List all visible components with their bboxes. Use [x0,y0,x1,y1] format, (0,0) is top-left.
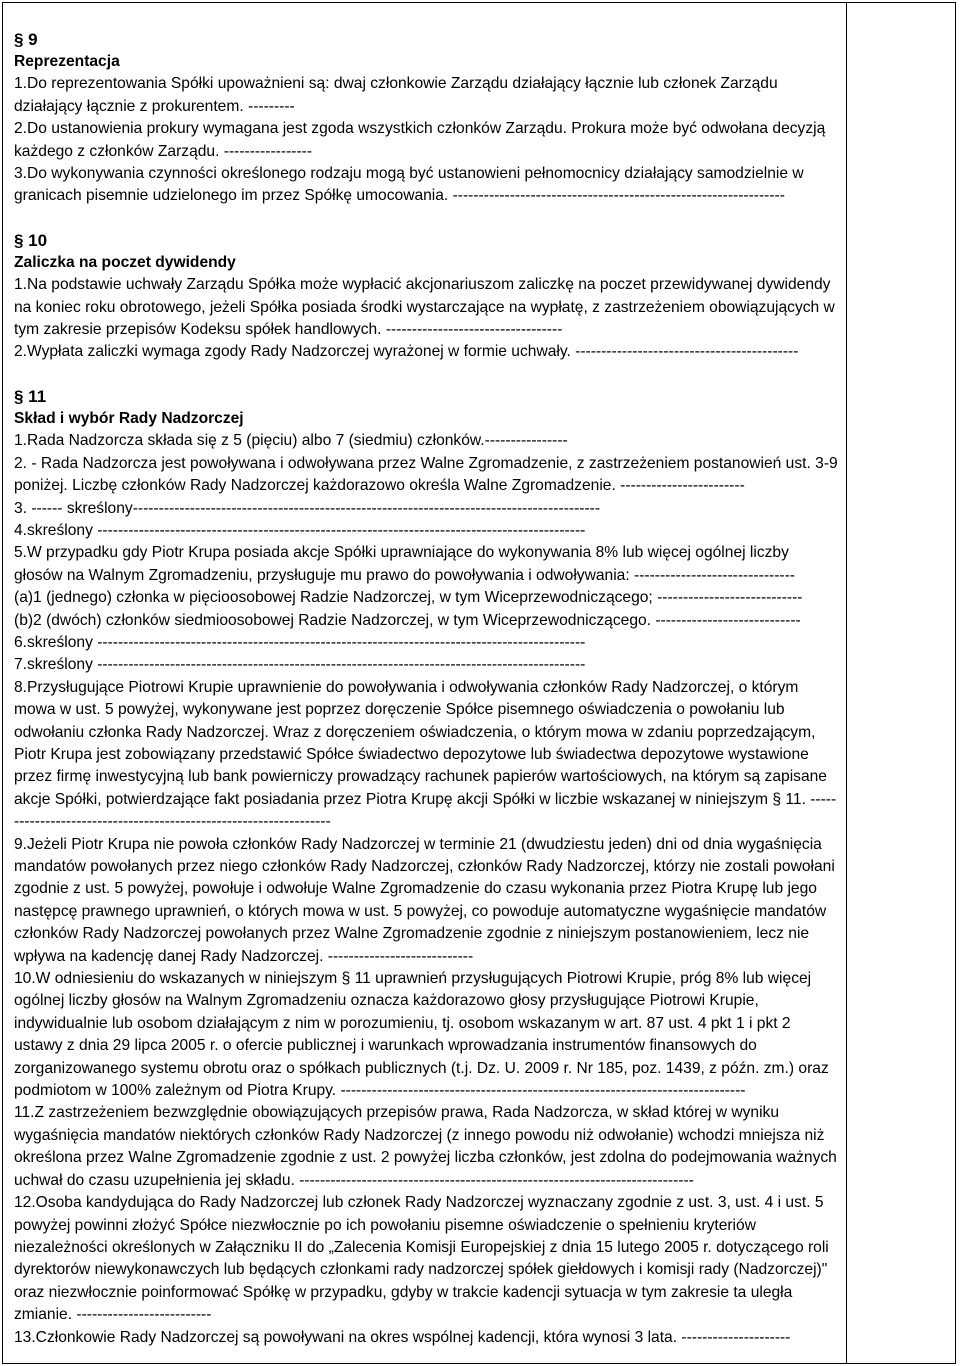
section-sign: § 11 [14,386,47,406]
section-sign: § 10 [14,230,48,250]
paragraph: 1.Rada Nadzorcza składa się z 5 (pięciu) albo 7 (siedmiu) członków.---------------- [14,432,568,450]
paragraph: 1.Do reprezentowania Spółki upoważnieni są: dwaj członkowie Zarządu działający łącznie lub członek Zarządu działający łącznie z prokurentem. --------- [14,75,778,115]
margin-column-divider [846,2,847,1364]
paragraph: 12.Osoba kandydująca do Rady Nadzorczej lub członek Rady Nadzorczej wyznaczany zgodnie z ust. 3, ust. 4 i ust. 5 powyżej powinni złożyć Spółce niezwłocznie po ich powołaniu pisemne oświadczenie o spełnieniu kryteriów niezależności określonych w Załączniku II do „Zalecenia Komisji Europejskiej z dnia 15 lutego 2005 r. dotyczącego roli dyrektorów niewykonawczych lub będących członkami rady nadzorczej spółek giełdowych i komisji rady (Nadzorczej)" oraz niezwłocznie poinformować Spółkę w przypadku, gdyby w trakcie kadencji sytuacja w tym zakresie ta uległa zmianie. -------------------------- [14,1194,829,1324]
paragraph: 8.Przysługujące Piotrowi Krupie uprawnienie do powoływania i odwoływania członków Rady Nadzorczej, o którym mowa w ust. 5 powyżej, wykonywane jest poprzez doręczenie Spółce pisemnego oświadczenia o powołaniu lub odwołaniu członka Rady Nadzorczej. Wraz z doręczeniem oświadczenia, o którym mowa w zdaniu poprzedzającym, Piotr Krupa jest zobowiązany przedstawić Spółce świadectwo depozytowe lub świadectwa depozytowe wystawione przez firmę inwestycyjną lub bank powierniczy prowadzący rachunek papierów wartościowych, na którym są zapisane akcje Spółki, potwierdzające fakt posiadania przez Piotra Krupę akcji Spółki w liczbie wskazanej w niniejszym § 11. ------------------------------------------------------------------ [14,678,837,831]
section-9 [14,29,840,208]
section-title: Zaliczka na poczet dywidendy [14,253,236,271]
section-gap [14,364,840,384]
paragraph: 3. ------ skreślony------------------------------------------------------------------------------------------ [14,499,601,517]
document-body [14,27,840,1349]
paragraph: 5.W przypadku gdy Piotr Krupa posiada akcje Spółki uprawniające do wykonywania 8% lub więcej ogólnej liczby głosów na Walnym Zgromadzeniu, przysługuje mu prawo do powoływania i odwoływania: ------------------------------- [14,544,795,584]
paragraph: 13.Członkowie Rady Nadzorczej są powoływani na okres wspólnej kadencji, która wynosi 3 lata. --------------------- [14,1328,791,1346]
paragraph: 3.Do wykonywania czynności określonego rodzaju mogą być ustanowieni pełnomocnicy działający samodzielnie w granicach pisemnie udzielonego im przez Spółkę umocowania. ---------------------------------------------------------------- [14,165,804,205]
paragraph: 2. - Rada Nadzorcza jest powoływana i odwoływana przez Walne Zgromadzenie, z zastrzeżeniem postanowień ust. 3-9 poniżej. Liczbę członków Rady Nadzorczej każdorazowo określa Walne Zgromadzenie. ------------------------ [14,454,838,495]
section-title: Reprezentacja [14,53,120,70]
paragraph: 11.Z zastrzeżeniem bezwzględnie obowiązujących przepisów prawa, Rada Nadzorcza, w skład której w wyniku wygaśnięcia mandatów niektórych członków Rady Nadzorczej (z innego powodu niż odwołanie) wchodzi mniejsza niż określona przez Walne Zgromadzenie zgodnie z ust. 2 powyżej liczba członków, jest zdolna do podejmowania ważnych uchwał do czasu uzupełnienia jej składu. ---------------------------------------------------------------------------- [14,1104,837,1189]
section-gap [14,208,840,228]
paragraph: 6.skreślony ---------------------------------------------------------------------------------------------- [14,633,586,651]
section-10 [14,230,840,364]
section-sign: § 9 [14,30,38,49]
section-11 [14,386,840,1349]
paragraph: 10.W odniesieniu do wskazanych w niniejszym § 11 uprawnień przysługujących Piotrowi Krupie, próg 8% lub więcej ogólnej liczby głosów na Walnym Zgromadzeniu oznacza każdorazowo głosy przysługujące Piotrowi Krupie, indywidualnie lub osobom działającym z nim w porozumieniu, tj. osobom wskazanym w art. 87 ust. 4 pkt 1 i pkt 2 ustawy z dnia 29 lipca 2005 r. o ofercie publicznej i warunkach wprowadzania instrumentów finansowych do zorganizowanego systemu obrotu oraz o spółkach publicznych (t.j. Dz. U. 2009 r. Nr 185, poz. 1439, z późn. zm.) oraz podmiotom w 100% zależnym od Piotra Krupy. ------------------------------------------------------------------------------ [14,970,829,1100]
paragraph: 2.Do ustanowienia prokury wymagana jest zgoda wszystkich członków Zarządu. Prokura może być odwołana decyzją każdego z członków Zarządu. ----------------- [14,120,826,160]
paragraph: 9.Jeżeli Piotr Krupa nie powoła członków Rady Nadzorczej w terminie 21 (dwudziestu jeden) dni od dnia wygaśnięcia mandatów powołanych przez niego członków Rady Nadzorczej, członków Rady Nadzorczej, którzy nie zostali powołani zgodnie z ust. 5 powyżej, powołuje i odwołuje Walne Zgromadzenie do czasu wykonania przez Piotra Krupę lub jego następcę prawnego uprawnień, o których mowa w ust. 5 powyżej, co powoduje automatyczne wygaśnięcie mandatów członków Rady Nadzorczej powołanych przez Walne Zgromadzenie zgodnie z niniejszym postanowieniem, lecz nie wpływa na kadencję danej Rady Nadzorczej. ---------------------------- [14,835,835,965]
paragraph: 2.Wypłata zaliczki wymaga zgody Rady Nadzorczej wyrażonej w formie uchwały. ------------------------------------------- [14,343,799,361]
paragraph: (a)1 (jednego) członka w pięcioosobowej Radzie Nadzorczej, w tym Wiceprzewodniczącego; ---------------------------- [14,589,803,607]
section-title: Skład i wybór Rady Nadzorczej [14,409,244,427]
paragraph: 1.Na podstawie uchwały Zarządu Spółka może wypłacić akcjonariuszom zaliczkę na poczet przewidywanej dywidendy na koniec roku obrotowego, jeżeli Spółka posiada środki wystarczające na wypłatę, z zastrzeżeniem obowiązujących w tym zakresie przepisów Kodeksu spółek handlowych. ---------------------------------- [14,276,835,339]
paragraph: (b)2 (dwóch) członków siedmioosobowej Radzie Nadzorczej, w tym Wiceprzewodniczącego. ---------------------------- [14,611,801,629]
paragraph: 7.skreślony ---------------------------------------------------------------------------------------------- [14,656,586,674]
paragraph: 4.skreślony ---------------------------------------------------------------------------------------------- [14,521,586,539]
